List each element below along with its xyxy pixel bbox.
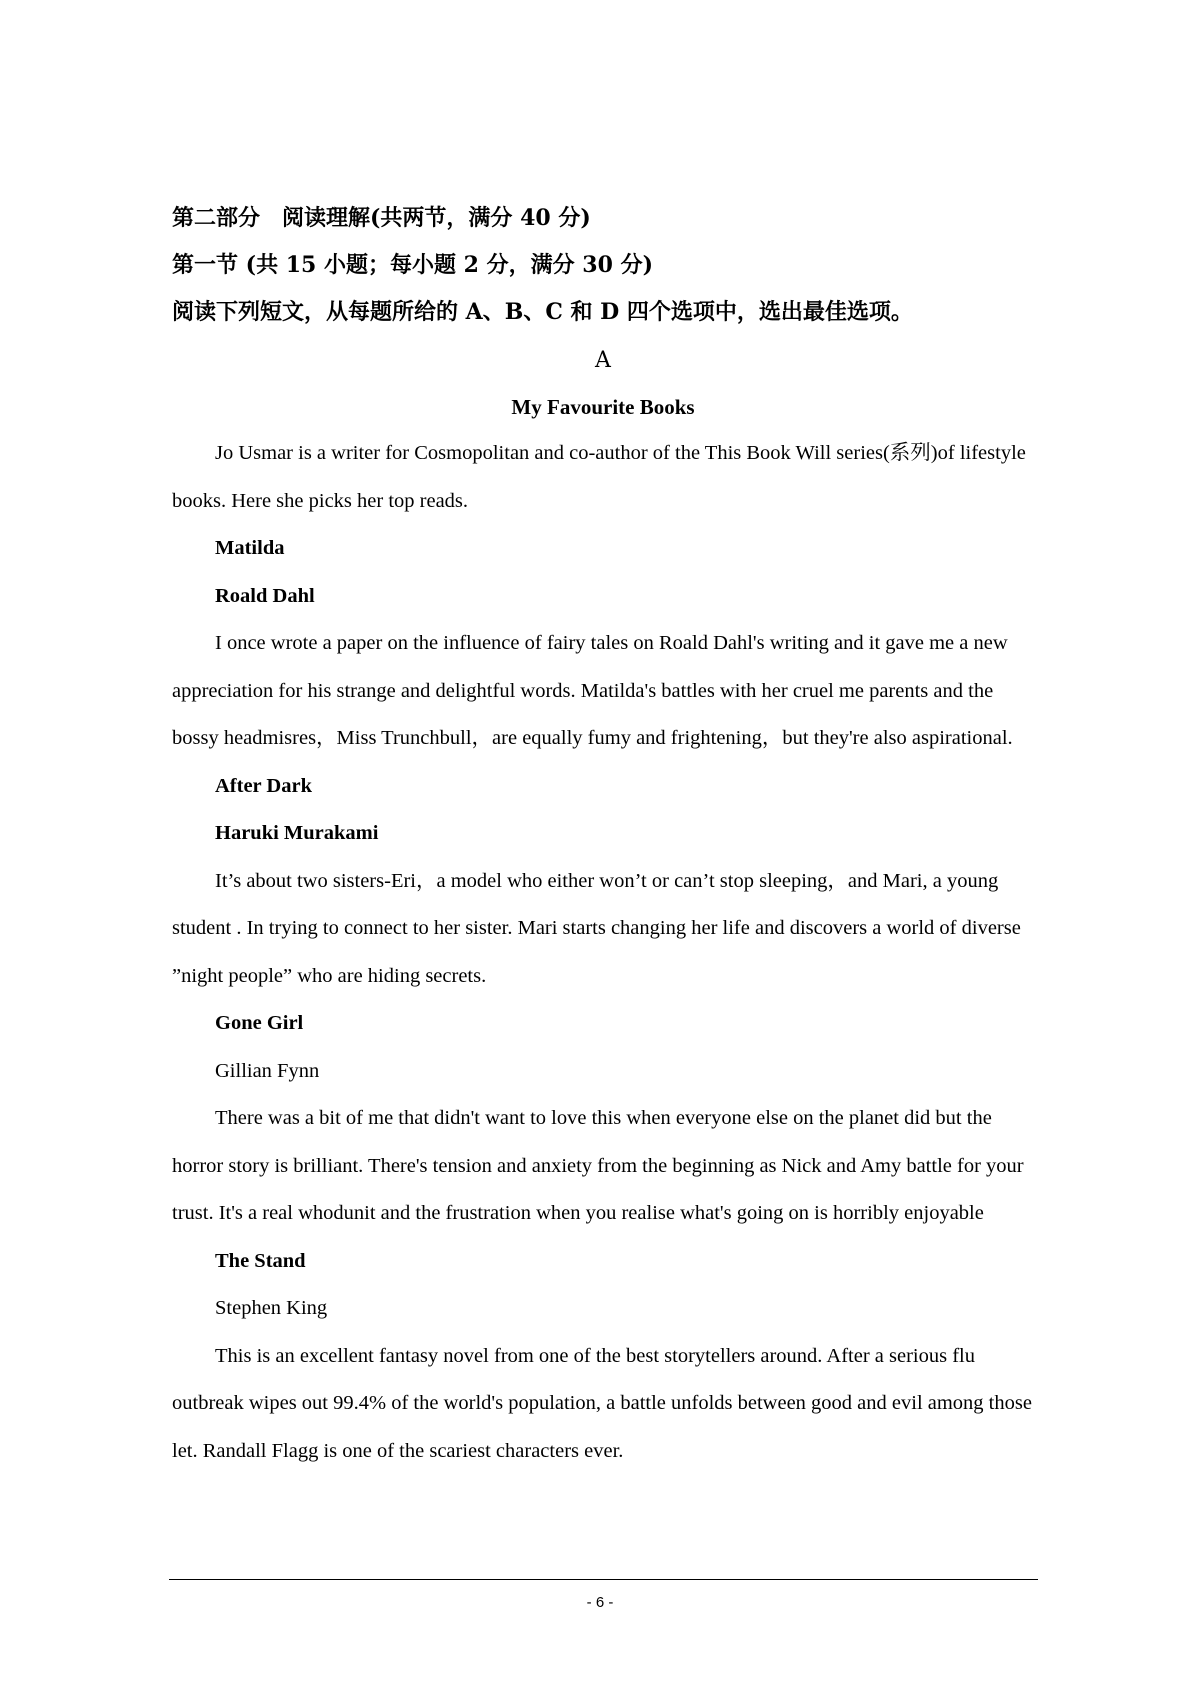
- instruction: 阅读下列短文，从每题所给的 A、B、C 和 D 四个选项中，选出最佳选项。: [172, 299, 913, 325]
- book-review: I once wrote a paper on the influence of fairy tales on Roald Dahl's writing and it gave me a new appreciation for his strange and delightful words. Matilda's battles with her cruel me parents and the bossy headmisres，Miss Trunchbull，are equally fumy and frightening，but they're also aspirational.: [172, 632, 1013, 749]
- passage-title: My Favourite Books: [511, 395, 695, 419]
- part-title: 第二部分 阅读理解(共两节，满分 40 分): [172, 205, 591, 231]
- section-title: 第一节 (共 15 小题；每小题 2 分，满分 30 分): [172, 252, 653, 278]
- page-number: - 6 -: [586, 1594, 614, 1611]
- book-author: Gillian Fynn: [215, 1059, 320, 1082]
- book-title: Matilda: [215, 537, 285, 559]
- passage-letter: A: [595, 348, 611, 373]
- book-title: After Dark: [215, 774, 312, 797]
- book-author: Haruki Murakami: [215, 822, 379, 844]
- book-review: It’s about two sisters-Eri，a model who either won’t or can’t stop sleeping，and Mari, a young student . In trying to connect to her sister. Mari starts changing her life and discovers a world of diverse ”night people” who are hiding secrets.: [172, 869, 1021, 987]
- book-review: There was a bit of me that didn't want to love this when everyone else on the planet did but the horror story is brilliant. There's tension and anxiety from the beginning as Nick and Amy battle for your trust. It's a real whodunit and the frustration when you realise what's going on is horribly enjoyable: [172, 1107, 1024, 1224]
- book-author: Roald Dahl: [215, 584, 315, 607]
- book-title: The Stand: [215, 1249, 306, 1272]
- book-review: This is an excellent fantasy novel from one of the best storytellers around. After a serious flu outbreak wipes out 99.4% of the world's population, a battle unfolds between good and evil among those let. Randall Flagg is one of the scariest characters ever.: [172, 1344, 1032, 1462]
- page-content: [172, 195, 1034, 1475]
- book-title: Gone Girl: [215, 1012, 304, 1034]
- passage-intro: Jo Usmar is a writer for Cosmopolitan and co-author of the This Book Will series(系列)of lifestyle books. Here she picks her top reads.: [172, 442, 1026, 512]
- footer-divider: [169, 1579, 1038, 1580]
- book-author: Stephen King: [215, 1297, 328, 1319]
